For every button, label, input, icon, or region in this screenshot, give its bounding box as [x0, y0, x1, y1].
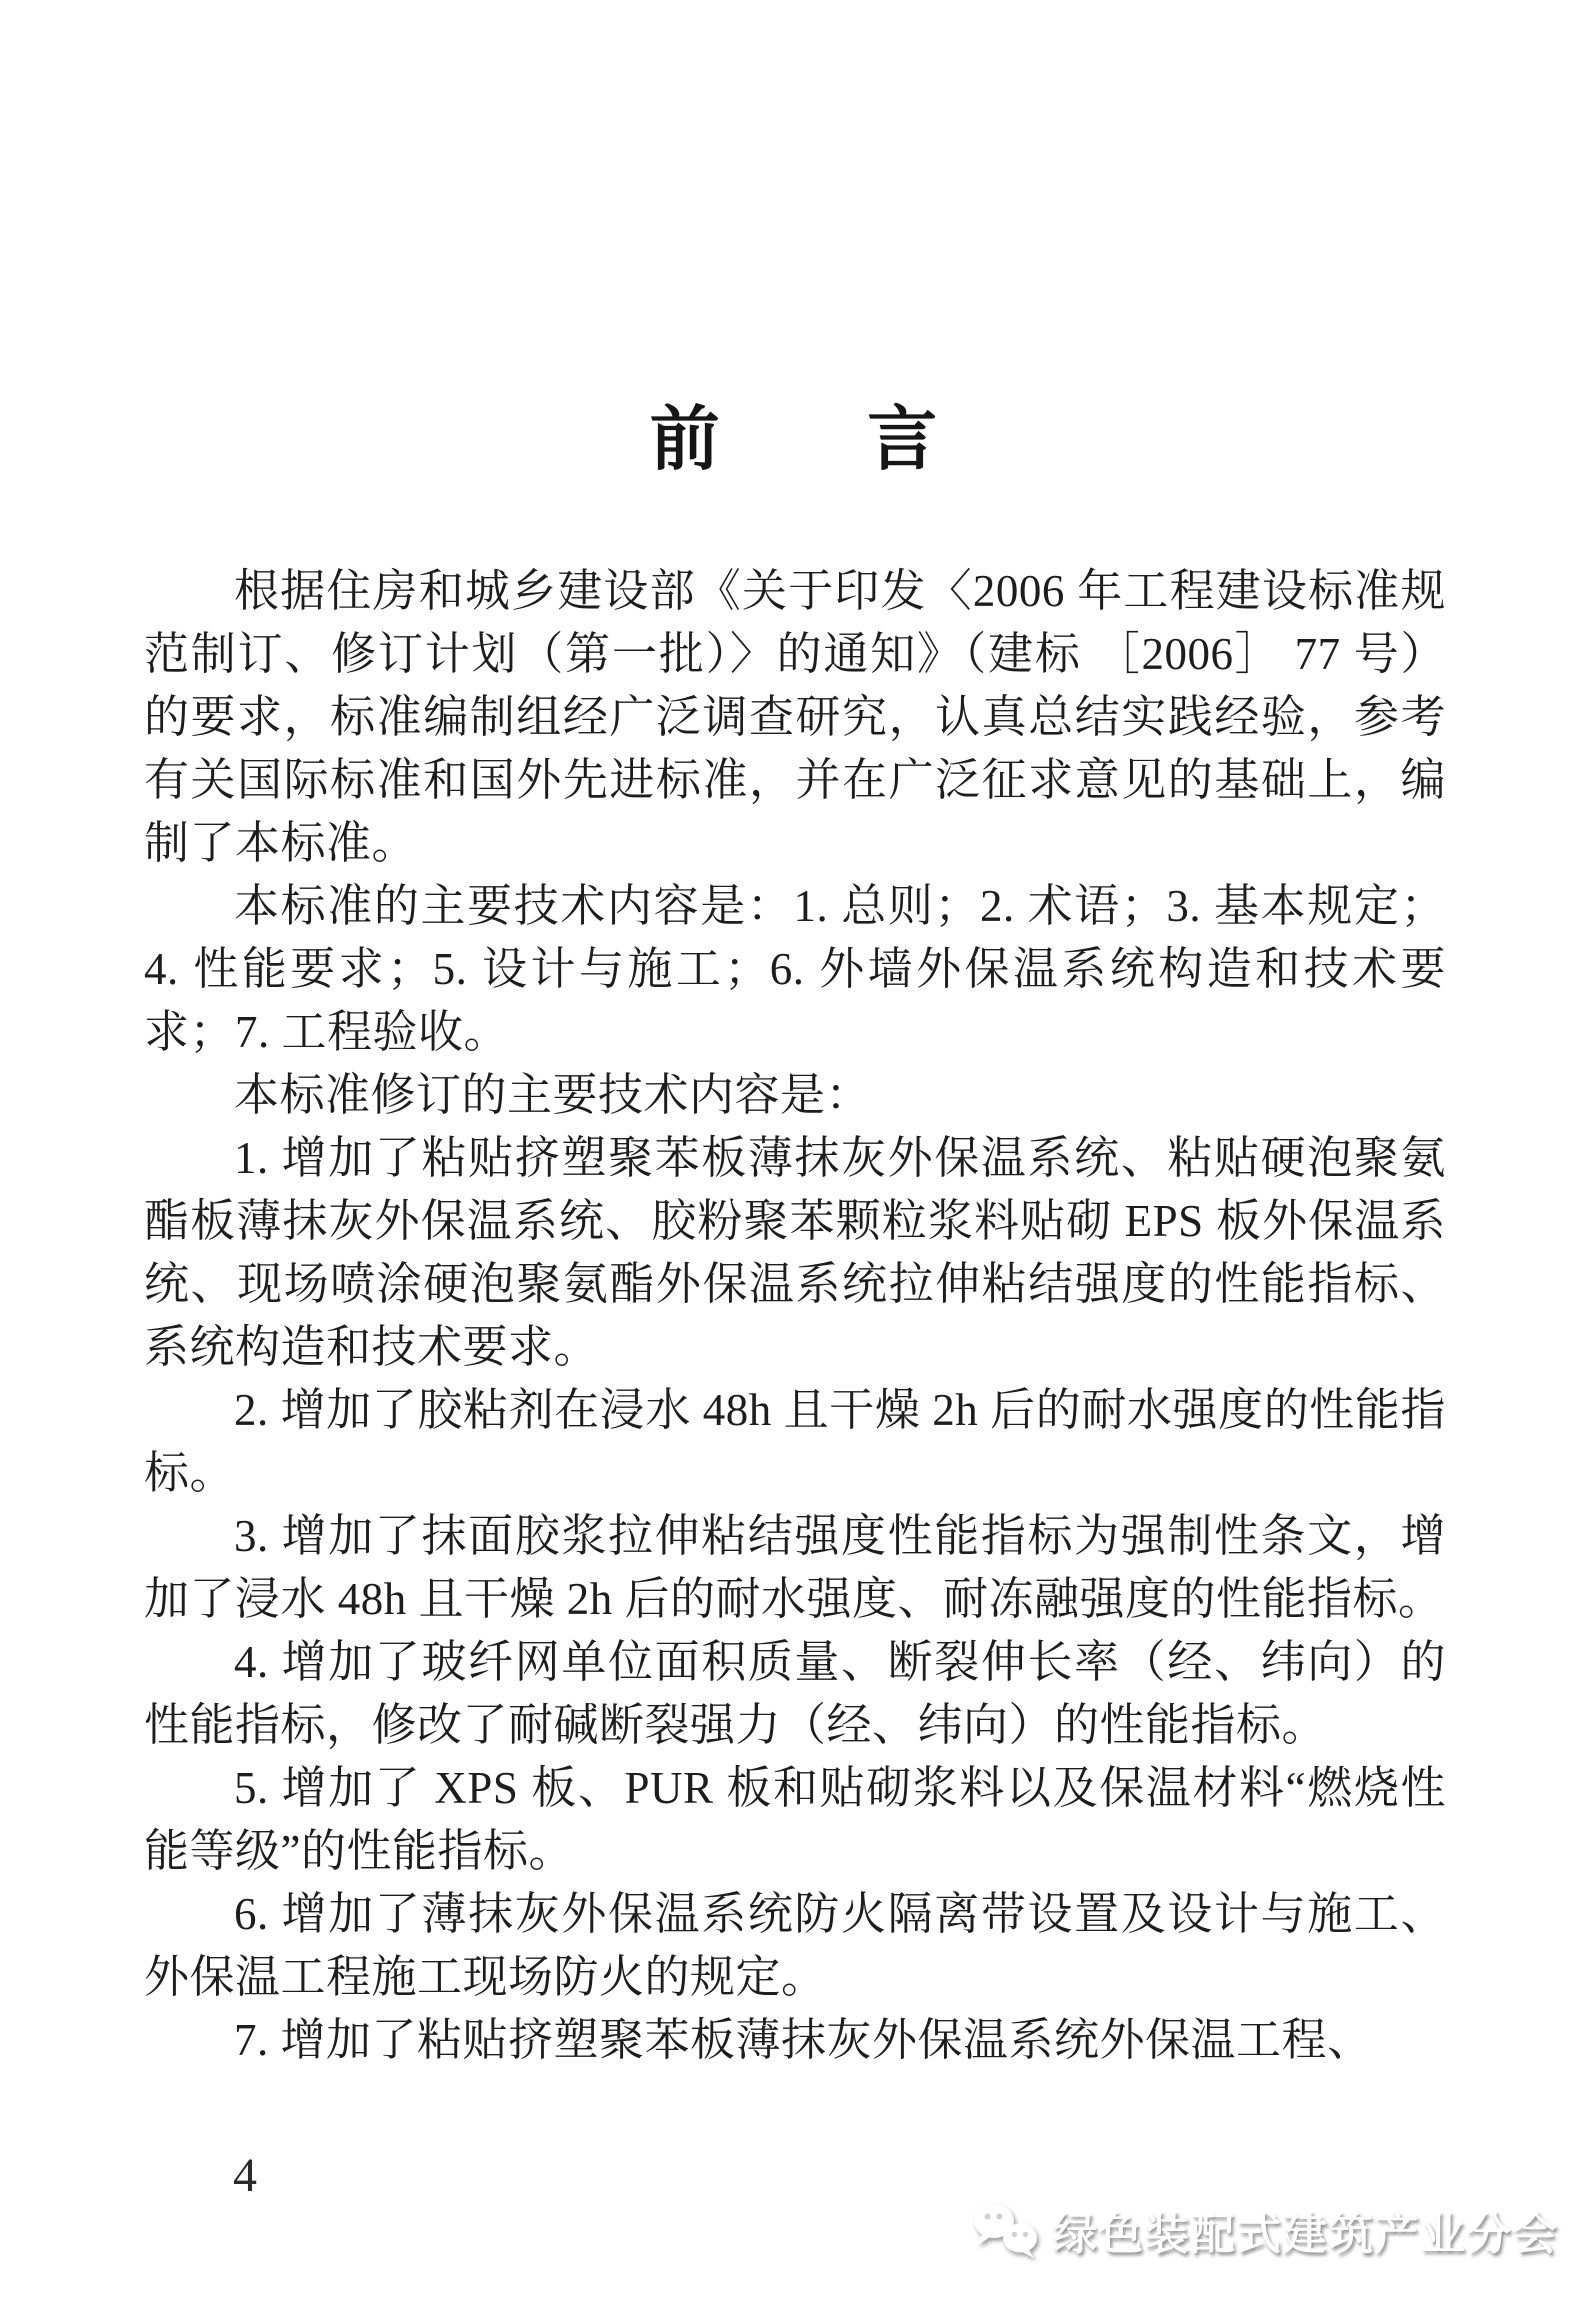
watermark-label: 绿色装配式建筑产业分会: [1053, 2210, 1559, 2259]
paragraph-item-7: 7. 增加了粘贴挤塑聚苯板薄抹灰外保温系统外保温工程、: [234, 2015, 1373, 2065]
paragraph-item-1: 1. 增加了粘贴挤塑聚苯板薄抹灰外保温系统、粘贴硬泡聚氨酯板薄抹灰外保温系统、胶粉聚苯颗粒浆料贴砌 EPS 板外保温系统、现场喷涂硬泡聚氨酯外保温系统拉伸粘结强度的性能指标、系统构造和技术要求。: [144, 1133, 1446, 1372]
title-char-qian: 前: [649, 402, 720, 479]
title-char-yan: 言: [867, 402, 938, 479]
page-title: [0, 383, 1587, 484]
paragraph-item-6: 6. 增加了薄抹灰外保温系统防火隔离带设置及设计与施工、外保温工程施工现场防火的规定。: [144, 1889, 1446, 2002]
paragraph-revision-lead: 本标准修订的主要技术内容是：: [234, 1070, 872, 1120]
paragraph-item-2: 2. 增加了胶粘剂在浸水 48h 且干燥 2h 后的耐水强度的性能指标。: [144, 1385, 1446, 1498]
page-number: 4: [233, 2149, 257, 2202]
paragraph-item-4: 4. 增加了玻纤网单位面积质量、断裂伸长率（经、纬向）的性能指标，修改了耐碱断裂强力（经、纬向）的性能指标。: [144, 1637, 1446, 1750]
paragraph-main-contents: 本标准的主要技术内容是：1. 总则；2. 术语；3. 基本规定；4. 性能要求；5. 设计与施工；6. 外墙外保温系统构造和技术要求；7. 工程验收。: [144, 881, 1446, 1057]
paragraph-item-5: 5. 增加了 XPS 板、PUR 板和贴砌浆料以及保温材料“燃烧性能等级”的性能指标。: [144, 1763, 1446, 1876]
wechat-icon: [969, 2201, 1043, 2259]
paragraph-intro: 根据住房和城乡建设部《关于印发〈2006 年工程建设标准规范制订、修订计划（第一批）〉的通知》（建标 ［2006］ 77 号）的要求，标准编制组经广泛调查研究，认真总结实践经验，参考有关国际标准和国外先进标准，并在广泛征求意见的基础上，编制了本标准。: [144, 566, 1446, 868]
document-body: [144, 560, 1446, 2072]
footer-watermark: [969, 2198, 1559, 2262]
paragraph-item-3: 3. 增加了抹面胶浆拉伸粘结强度性能指标为强制性条文，增加了浸水 48h 且干燥 2h 后的耐水强度、耐冻融强度的性能指标。: [144, 1511, 1446, 1624]
